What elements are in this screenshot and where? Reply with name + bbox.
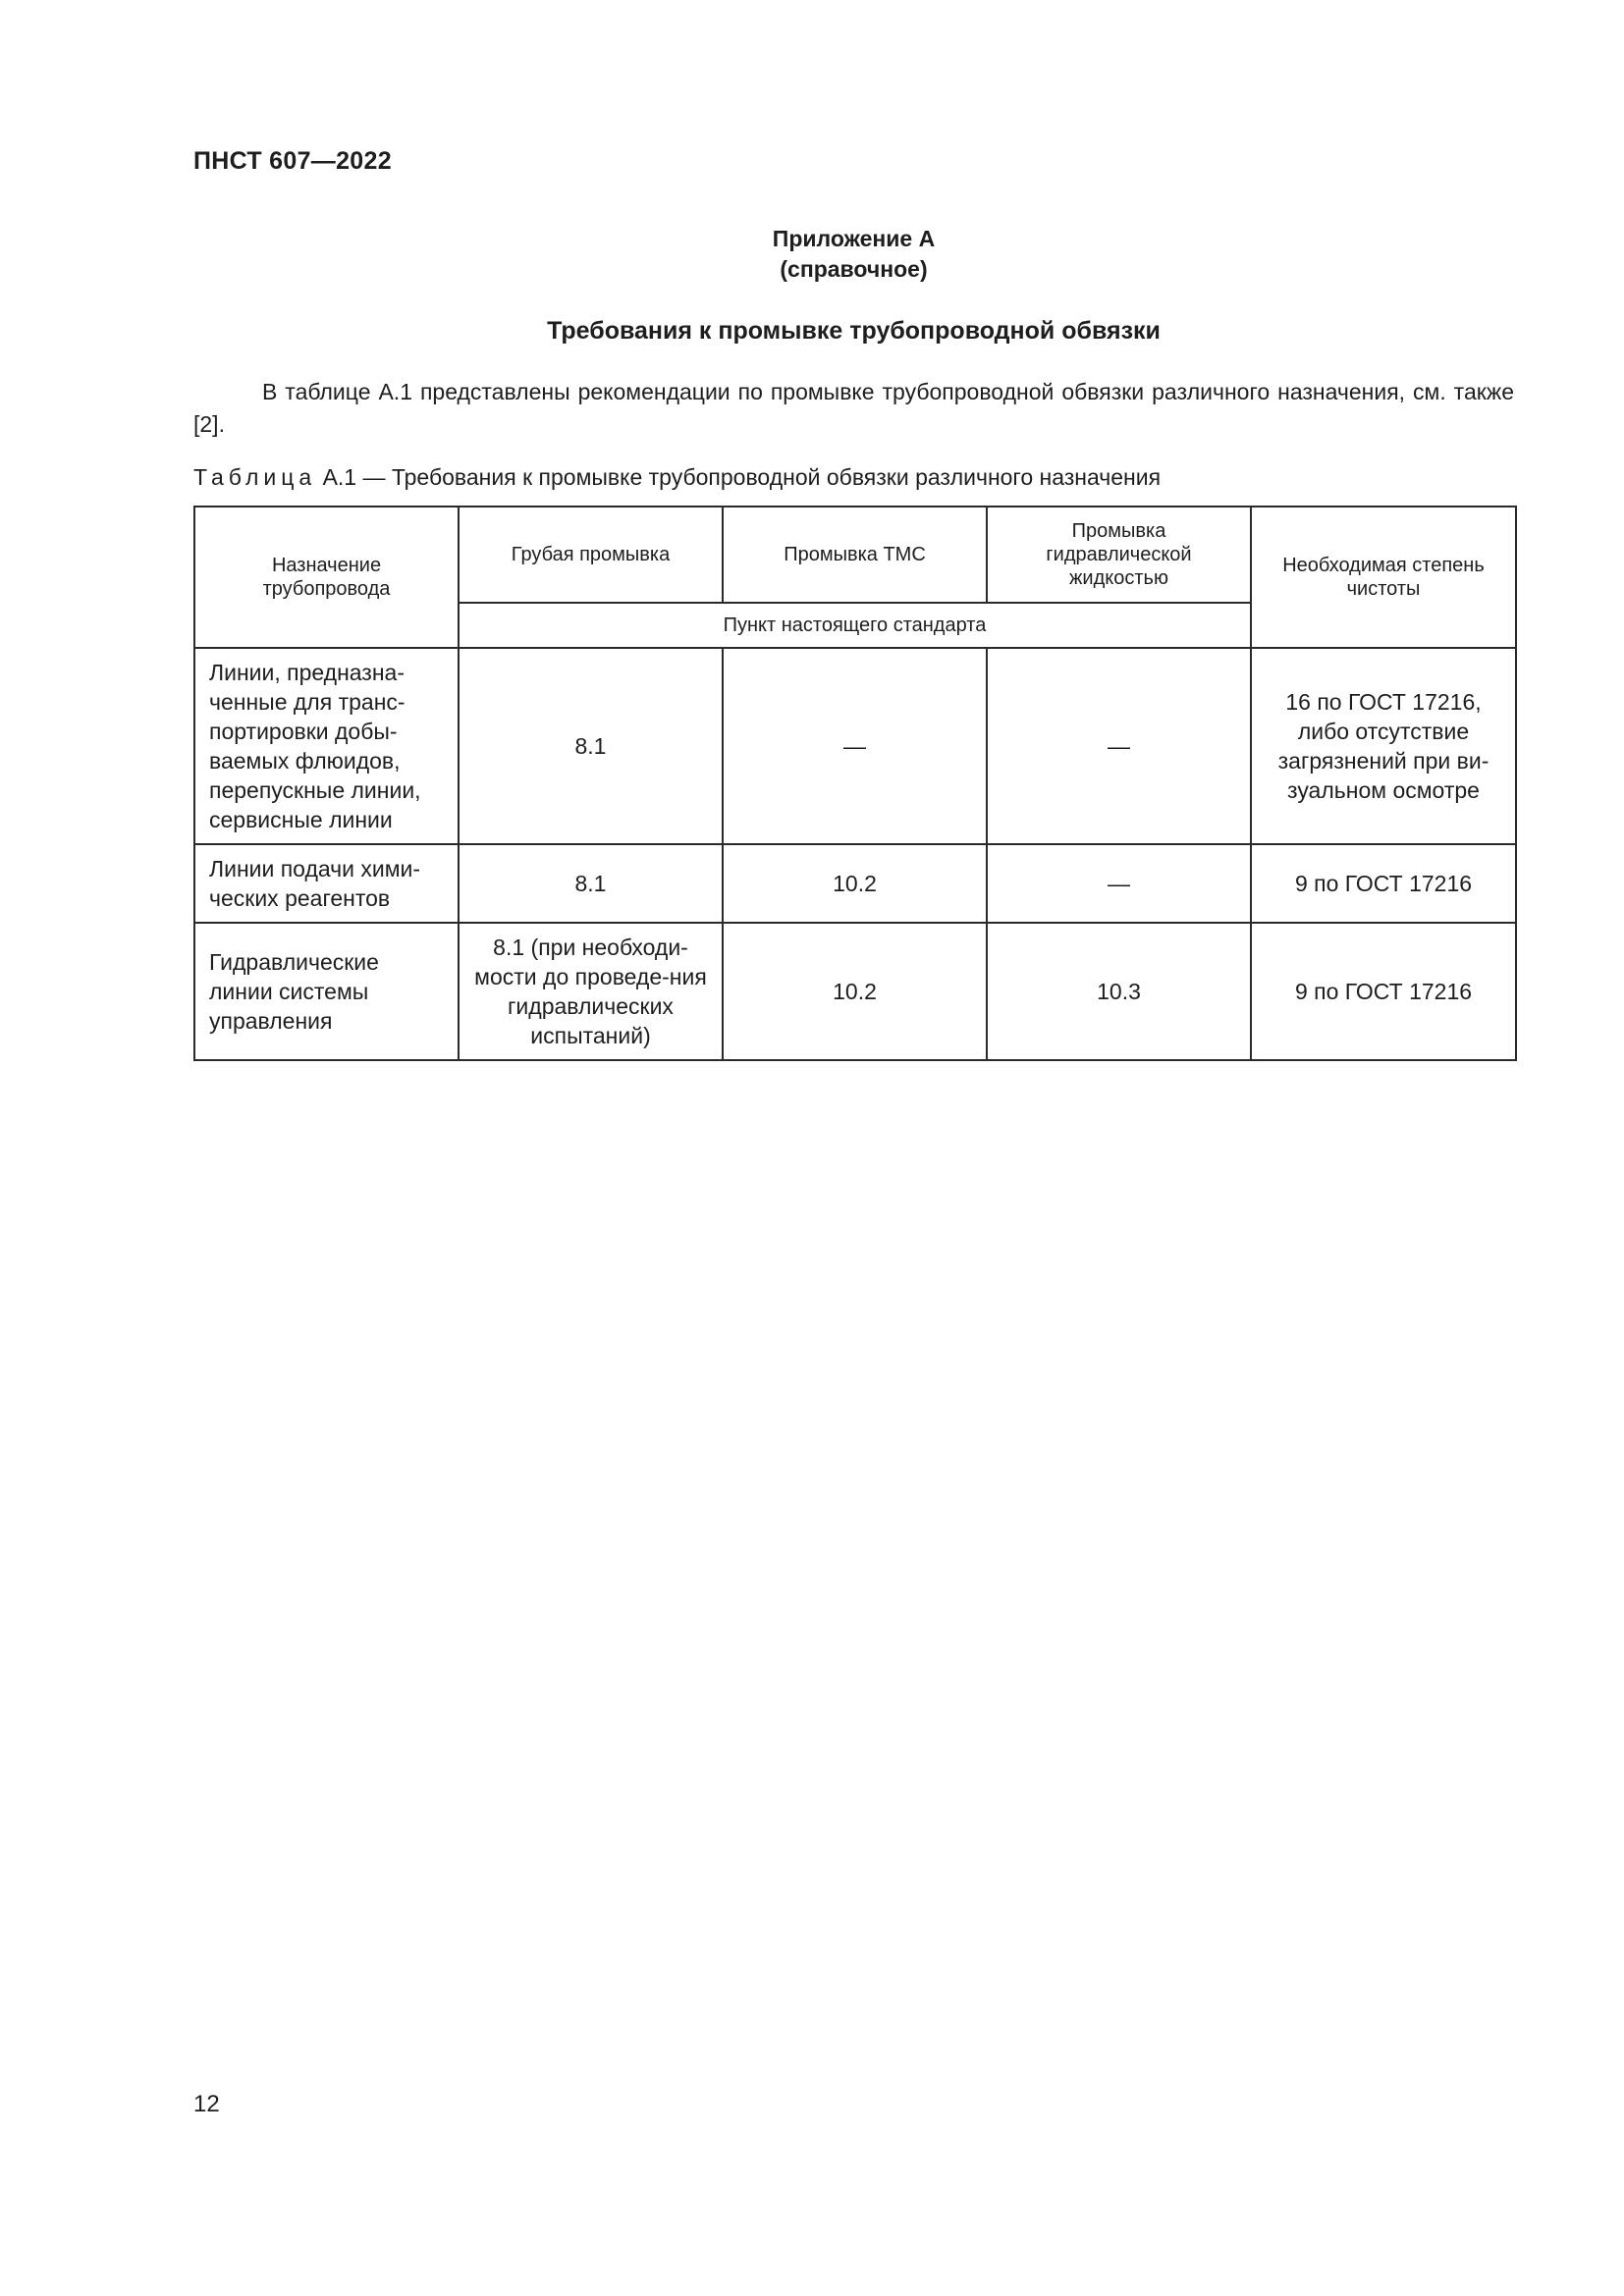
table-row (194, 648, 1516, 844)
intro-paragraph: В таблице А.1 представлены рекомендации по промывке трубопроводной обвязки различного назначения, см. также [2]. (193, 379, 1514, 437)
cell-cleanliness: 16 по ГОСТ 17216, либо отсутствие загрязнений при ви-зуальном осмотре (1251, 648, 1516, 844)
cell-cleanliness: 9 по ГОСТ 17216 (1251, 844, 1516, 923)
cell-hydraulic: 10.3 (987, 923, 1251, 1060)
header-clause: Пункт настоящего стандарта (459, 603, 1251, 648)
header-coarse-flushing: Грубая промывка (459, 507, 723, 603)
header-hydraulic-flushing: Промывка гидравлической жидкостью (987, 507, 1251, 603)
flushing-requirements-table (193, 506, 1517, 1061)
table-caption-text: А.1 — Требования к промывке трубопроводной обвязки различного назначения (316, 464, 1162, 490)
cell-tms: — (723, 648, 987, 844)
header-tms-flushing: Промывка ТМС (723, 507, 987, 603)
table-row (194, 923, 1516, 1060)
appendix-title: Приложение А (772, 226, 936, 251)
appendix-heading (193, 224, 1514, 285)
header-cleanliness: Необходимая степень чистоты (1251, 507, 1516, 648)
appendix-subtitle: (справочное) (780, 256, 928, 282)
table-caption (193, 464, 1161, 491)
cell-hydraulic: — (987, 844, 1251, 923)
cell-purpose: Линии подачи хими-ческих реагентов (194, 844, 459, 923)
document-code: ПНСТ 607—2022 (193, 147, 392, 175)
table-caption-prefix: Таблица (193, 464, 317, 490)
cell-purpose: Гидравлические линии системы управления (194, 923, 459, 1060)
cell-tms: 10.2 (723, 923, 987, 1060)
section-title: Требования к промывке трубопроводной обвязки (547, 317, 1161, 345)
cell-coarse: 8.1 (при необходи-мости до проведе-ния гидравлических испытаний) (459, 923, 723, 1060)
cell-hydraulic: — (987, 648, 1251, 844)
cell-coarse: 8.1 (459, 648, 723, 844)
cell-purpose: Линии, предназна-ченные для транс-портировки добы-ваемых флюидов, перепускные линии, сервисные линии (194, 648, 459, 844)
table-row (194, 844, 1516, 923)
table-header-row (194, 507, 1516, 603)
page-number: 12 (193, 2091, 220, 2117)
cell-tms: 10.2 (723, 844, 987, 923)
cell-coarse: 8.1 (459, 844, 723, 923)
cell-cleanliness: 9 по ГОСТ 17216 (1251, 923, 1516, 1060)
header-purpose: Назначение трубопровода (194, 507, 459, 648)
